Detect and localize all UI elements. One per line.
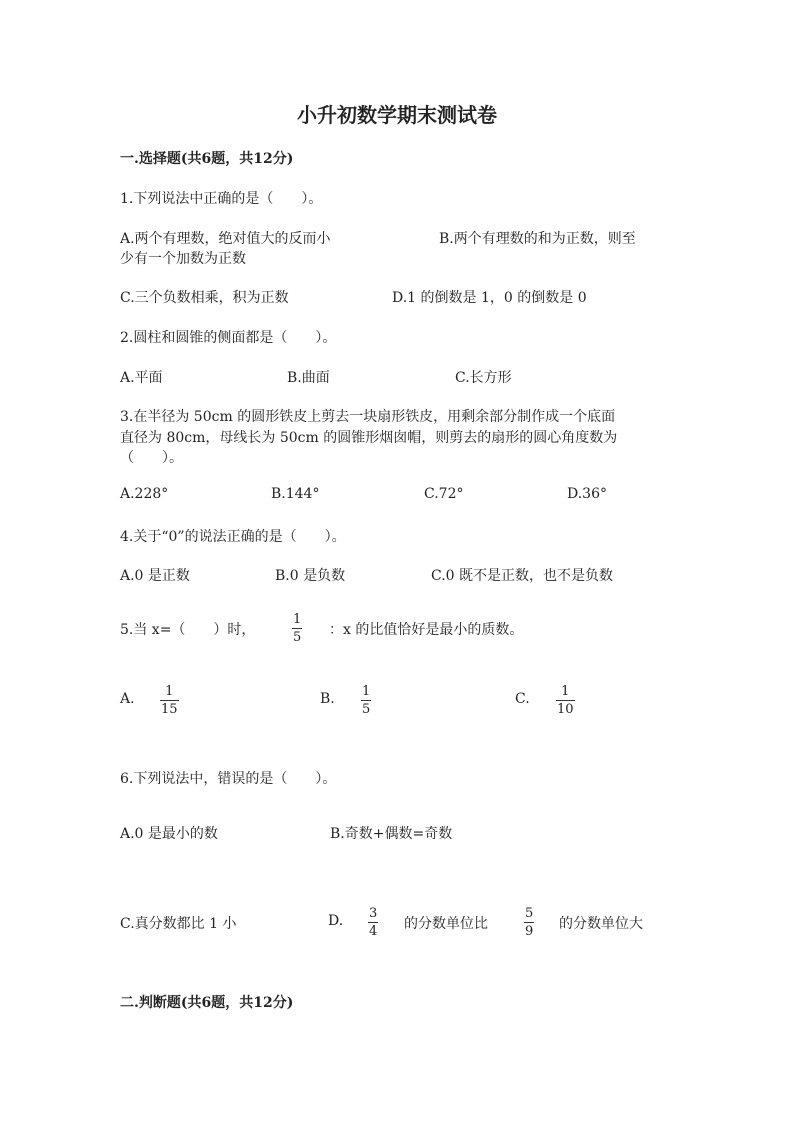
question-6-option-b: B.奇数+偶数=奇数 [330,826,453,842]
question-6-option-a: A.0 是最小的数 [120,826,218,842]
question-5-option-a-fraction [160,684,179,717]
fraction-numerator: 3 [369,906,378,921]
question-1-stem: 1.下列说法中正确的是（ ）。 [120,191,323,207]
fraction-denominator: 9 [525,924,534,939]
question-5-fraction [292,612,302,645]
question-6-option-d-post: 的分数单位大 [559,916,643,932]
question-4-option-c: C.0 既不是正数，也不是负数 [431,568,614,584]
question-1-option-a: A.两个有理数，绝对值大的反而小 [120,231,331,247]
question-3-line-3: （ ）。 [120,450,183,466]
question-4-option-b: B.0 是负数 [275,568,346,584]
fraction-numerator: 5 [525,906,534,921]
question-6-option-d-fraction-2 [524,906,534,939]
question-1-option-b-continued: 少有一个加数为正数 [120,251,246,267]
question-4-option-a: A.0 是正数 [120,568,190,584]
question-3-option-a: A.228° [120,486,169,502]
question-5-option-a-label: A. [120,691,135,707]
question-5-option-c-label: C. [515,691,530,707]
question-1-option-c: C.三个负数相乘，积为正数 [120,290,289,306]
section-heading-judgement: 二.判断题(共6题，共12分) [120,995,294,1011]
question-2-option-b: B.曲面 [287,370,330,386]
fraction-denominator: 4 [369,924,378,939]
fraction-numerator: 1 [561,684,570,699]
fraction-numerator: 1 [293,612,302,627]
question-5-option-b-label: B. [320,691,335,707]
fraction-numerator: 1 [165,684,174,699]
question-1-option-d: D.1 的倒数是 1，0 的倒数是 0 [392,290,587,306]
fraction-bar [361,700,371,701]
question-4-stem: 4.关于“0”的说法正确的是（ ）。 [120,529,346,545]
fraction-bar [524,922,534,923]
question-3-option-c: C.72° [424,486,464,502]
question-6-stem: 6.下列说法中，错误的是（ ）。 [120,771,337,787]
fraction-bar [160,700,179,701]
fraction-denominator: 10 [557,702,574,717]
fraction-numerator: 1 [362,684,371,699]
question-6-option-d-label: D. [328,913,344,929]
question-5-stem-pre: 5.当 x=（ ）时， [120,622,256,638]
question-1-option-b: B.两个有理数的和为正数，则至 [439,231,636,247]
fraction-bar [556,700,575,701]
page-title: 小升初数学期末测试卷 [297,103,497,127]
question-3-option-d: D.36° [567,486,607,502]
question-2-option-a: A.平面 [120,370,163,386]
fraction-denominator: 5 [362,702,371,717]
question-6-option-c: C.真分数都比 1 小 [120,916,237,932]
question-6-option-d-middle: 的分数单位比 [404,916,488,932]
question-2-stem: 2.圆柱和圆锥的侧面都是（ ）。 [120,330,337,346]
fraction-denominator: 15 [161,702,178,717]
section-heading-choice: 一.选择题(共6题，共12分) [120,151,294,167]
fraction-bar [368,922,378,923]
fraction-bar [292,628,302,629]
fraction-denominator: 5 [293,630,302,645]
question-3-option-b: B.144° [271,486,320,502]
question-3-line-1: 3.在半径为 50cm 的圆形铁皮上剪去一块扇形铁皮，用剩余部分制作成一个底面 [120,409,616,425]
question-5-option-c-fraction [556,684,575,717]
question-3-line-2: 直径为 80cm，母线长为 50cm 的圆锥形烟囱帽，则剪去的扇形的圆心角度数为 [120,430,618,446]
question-5-stem-post: ：x 的比值恰好是最小的质数。 [329,622,524,638]
question-2-option-c: C.长方形 [455,370,512,386]
question-5-option-b-fraction [361,684,371,717]
question-6-option-d-fraction-1 [368,906,378,939]
